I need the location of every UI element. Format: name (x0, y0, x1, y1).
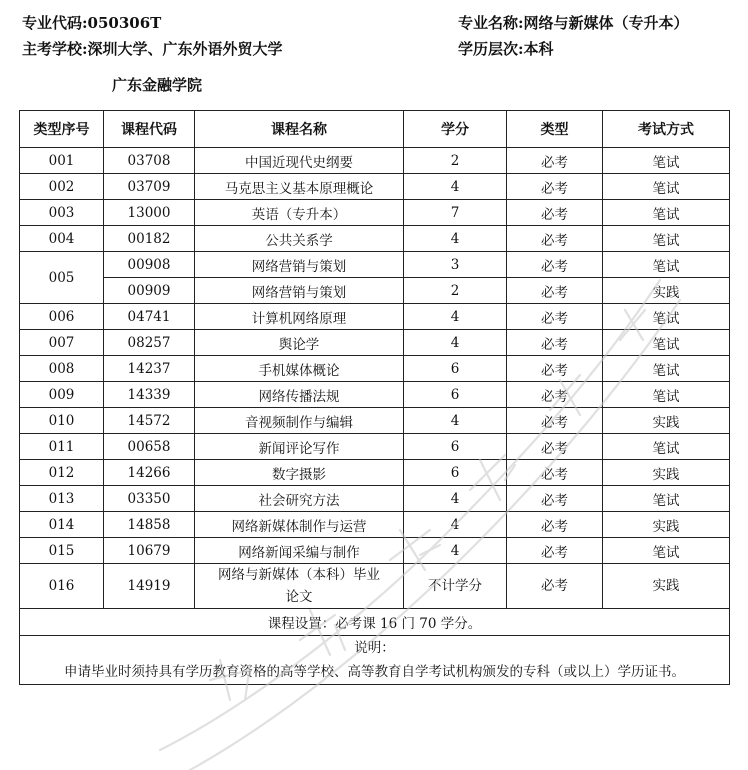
cell-type: 必考 (507, 304, 603, 330)
table-row (20, 408, 730, 434)
cell-name: 公共关系学 (195, 226, 404, 252)
cell-exam: 笔试 (603, 356, 730, 382)
table-row (20, 356, 730, 382)
cell-seq: 010 (20, 408, 104, 434)
cell-credit: 4 (404, 538, 507, 564)
table-row (20, 382, 730, 408)
cell-credit: 6 (404, 382, 507, 408)
cell-name (195, 564, 404, 609)
cell-type: 必考 (507, 538, 603, 564)
cell-code: 03709 (104, 174, 195, 200)
cell-exam: 笔试 (603, 434, 730, 460)
cell-type: 必考 (507, 148, 603, 174)
cell-credit: 6 (404, 460, 507, 486)
table-row (20, 200, 730, 226)
cell-seq: 015 (20, 538, 104, 564)
table-row (20, 486, 730, 512)
schools-line1: 深圳大学、广东外语外贸大学 (87, 40, 283, 58)
col-header-exam: 考试方式 (603, 111, 730, 148)
schools-line2: 广东金融学院 (112, 76, 203, 94)
cell-name: 网络营销与策划 (195, 252, 404, 278)
cell-credit: 7 (404, 200, 507, 226)
cell-exam: 实践 (603, 512, 730, 538)
cell-credit: 3 (404, 252, 507, 278)
table-row (20, 434, 730, 460)
cell-code: 03350 (104, 486, 195, 512)
table-row (20, 174, 730, 200)
cell-exam: 笔试 (603, 382, 730, 408)
cell-seq: 002 (20, 174, 104, 200)
cell-code: 10679 (104, 538, 195, 564)
cell-name: 英语（专升本） (195, 200, 404, 226)
note-text: 申请毕业时须持具有学历教育资格的高等学校、高等教育自学考试机构颁发的专科（或以上）学历证书。 (64, 664, 685, 680)
col-header-seq: 类型序号 (20, 111, 104, 148)
cell-seq: 008 (20, 356, 104, 382)
cell-exam: 笔试 (603, 226, 730, 252)
note-row (20, 636, 730, 685)
cell-code: 00908 (104, 252, 195, 278)
cell-credit: 4 (404, 304, 507, 330)
cell-code: 14919 (104, 564, 195, 609)
cell-seq: 013 (20, 486, 104, 512)
cell-name-line2: 论文 (285, 589, 313, 605)
cell-name: 音视频制作与编辑 (195, 408, 404, 434)
cell-type: 必考 (507, 278, 603, 304)
cell-exam: 实践 (603, 460, 730, 486)
level-line (458, 38, 554, 59)
cell-type: 必考 (507, 460, 603, 486)
major-name-line (458, 12, 689, 33)
cell-type: 必考 (507, 356, 603, 382)
table-row (20, 538, 730, 564)
col-header-name: 课程名称 (195, 111, 404, 148)
table-row (20, 460, 730, 486)
col-header-credit: 学分 (404, 111, 507, 148)
cell-name: 马克思主义基本原理概论 (195, 174, 404, 200)
cell-code: 00658 (104, 434, 195, 460)
major-code-label: 专业代码: (22, 14, 88, 32)
table-row (20, 252, 730, 278)
cell-seq: 016 (20, 564, 104, 609)
cell-seq: 003 (20, 200, 104, 226)
cell-name: 网络营销与策划 (195, 278, 404, 304)
major-code-line (22, 12, 161, 33)
cell-exam: 笔试 (603, 330, 730, 356)
cell-type: 必考 (507, 226, 603, 252)
cell-code: 14858 (104, 512, 195, 538)
cell-type: 必考 (507, 252, 603, 278)
cell-name: 网络新闻采编与制作 (195, 538, 404, 564)
cell-exam: 实践 (603, 564, 730, 609)
cell-code: 14572 (104, 408, 195, 434)
cell-name-line1: 网络与新媒体（本科）毕业 (218, 567, 380, 583)
cell-credit: 4 (404, 330, 507, 356)
document-header (22, 12, 728, 104)
cell-code: 14266 (104, 460, 195, 486)
cell-credit: 6 (404, 356, 507, 382)
table-row (20, 226, 730, 252)
cell-type: 必考 (507, 564, 603, 609)
cell-seq: 007 (20, 330, 104, 356)
cell-code: 13000 (104, 200, 195, 226)
cell-type: 必考 (507, 434, 603, 460)
cell-seq: 004 (20, 226, 104, 252)
cell-code: 14237 (104, 356, 195, 382)
major-code: 050306T (87, 14, 162, 32)
cell-credit: 2 (404, 148, 507, 174)
cell-code: 00182 (104, 226, 195, 252)
cell-name: 中国近现代史纲要 (195, 148, 404, 174)
school-line (22, 38, 283, 59)
cell-type: 必考 (507, 330, 603, 356)
note-cell (20, 636, 730, 685)
cell-name: 社会研究方法 (195, 486, 404, 512)
cell-exam: 笔试 (603, 486, 730, 512)
cell-seq: 014 (20, 512, 104, 538)
course-setting: 课程设置：必考课 16 门 70 学分。 (20, 609, 730, 636)
cell-name: 网络传播法规 (195, 382, 404, 408)
course-table (19, 110, 730, 685)
cell-type: 必考 (507, 200, 603, 226)
major-name-label: 专业名称: (458, 14, 524, 32)
cell-name: 网络新媒体制作与运营 (195, 512, 404, 538)
cell-exam: 实践 (603, 408, 730, 434)
table-header-row (20, 111, 730, 148)
cell-type: 必考 (507, 512, 603, 538)
major-name: 网络与新媒体（专升本） (523, 14, 689, 32)
cell-code: 14339 (104, 382, 195, 408)
cell-credit: 6 (404, 434, 507, 460)
table-row (20, 512, 730, 538)
cell-credit: 不计学分 (404, 564, 507, 609)
cell-exam: 笔试 (603, 200, 730, 226)
cell-type: 必考 (507, 174, 603, 200)
course-setting-row (20, 609, 730, 636)
cell-exam: 笔试 (603, 304, 730, 330)
cell-credit: 4 (404, 226, 507, 252)
cell-name: 数字摄影 (195, 460, 404, 486)
table-row (20, 278, 730, 304)
cell-name: 手机媒体概论 (195, 356, 404, 382)
cell-credit: 4 (404, 174, 507, 200)
cell-name: 计算机网络原理 (195, 304, 404, 330)
cell-code: 00909 (104, 278, 195, 304)
cell-type: 必考 (507, 382, 603, 408)
col-header-type: 类型 (507, 111, 603, 148)
cell-exam: 实践 (603, 278, 730, 304)
cell-seq: 006 (20, 304, 104, 330)
level: 本科 (523, 40, 554, 58)
table-row (20, 564, 730, 609)
cell-code: 03708 (104, 148, 195, 174)
cell-seq: 011 (20, 434, 104, 460)
cell-seq: 001 (20, 148, 104, 174)
school-label: 主考学校: (22, 40, 88, 58)
cell-type: 必考 (507, 486, 603, 512)
cell-exam: 笔试 (603, 538, 730, 564)
cell-seq: 005 (20, 252, 104, 304)
cell-seq: 012 (20, 460, 104, 486)
cell-credit: 2 (404, 278, 507, 304)
cell-name: 舆论学 (195, 330, 404, 356)
cell-credit: 4 (404, 486, 507, 512)
cell-credit: 4 (404, 512, 507, 538)
cell-type: 必考 (507, 408, 603, 434)
cell-exam: 笔试 (603, 252, 730, 278)
table-row (20, 304, 730, 330)
col-header-code: 课程代码 (104, 111, 195, 148)
cell-code: 08257 (104, 330, 195, 356)
cell-credit: 4 (404, 408, 507, 434)
cell-exam: 笔试 (603, 148, 730, 174)
cell-name: 新闻评论写作 (195, 434, 404, 460)
cell-seq: 009 (20, 382, 104, 408)
cell-code: 04741 (104, 304, 195, 330)
table-row (20, 148, 730, 174)
cell-exam: 笔试 (603, 174, 730, 200)
note-title: 说明： (354, 640, 395, 656)
level-label: 学历层次: (458, 40, 524, 58)
table-row (20, 330, 730, 356)
